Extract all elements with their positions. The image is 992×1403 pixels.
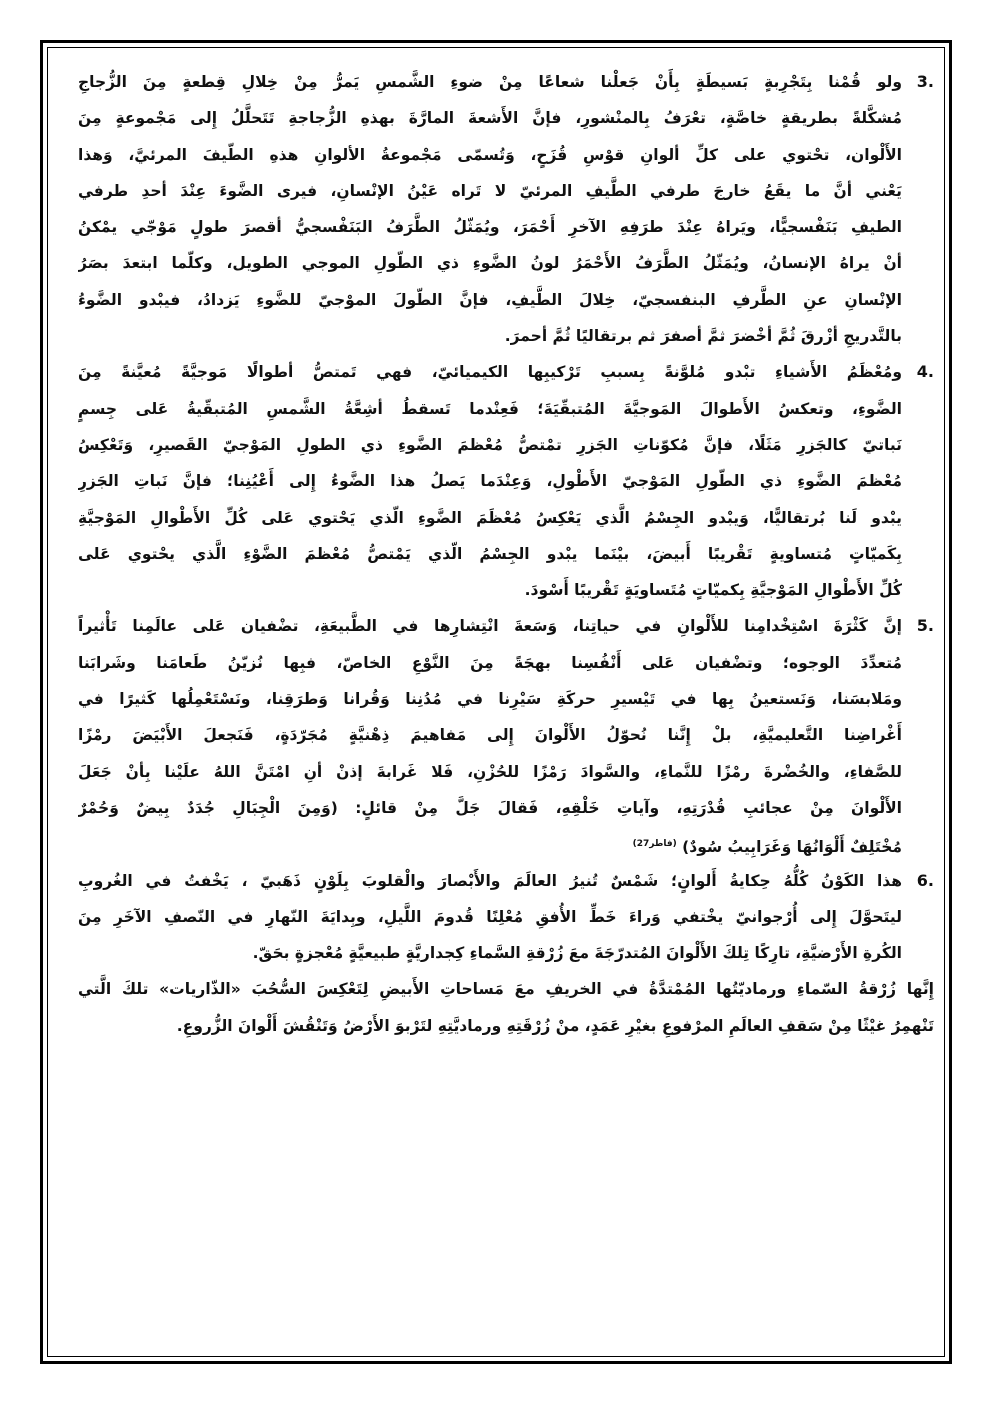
paragraph-6	[78, 863, 938, 972]
text-line: تَنْهمِرُ غيْثًا مِنْ سَقفِ العالَمِ المرْفوعِ بغيْرِ عَمَدٍ، منْ زُرْقَتِهِ ورماديَّتِهِ لتَرْبوَ الأَرْضُ وَتَنْقُشَ أَلْوانَ الزُّروعِ.	[176, 1016, 934, 1035]
text-line: هذا الكَوْنُ كُلُّهُ حِكايةُ أَلوانٍ؛ شَمْسٌ تُنيرُ العالَمَ والأَبْصارَ والْقلوبَ بِلَوْنٍ ذَهَبيّ ، يَخْفتُ في الغُروبِ	[78, 871, 902, 890]
paragraph-5	[78, 608, 938, 862]
text-line: إِنَّها زُرْقةُ السّماءِ ورماديّتُها المُمْتدَّةُ في الخريفِ معَ مَساحاتِ الأَبيضِ لِتَعْكِسَ السُّحُبَ «الذّاريات» تلكَ الَّتي	[78, 980, 934, 999]
item-number: 6.	[916, 870, 934, 890]
item-number: 5.	[916, 616, 934, 636]
text-line: ليتَحوَّلَ إِلى أُرْجوانيّ يخْتفي وَراءَ خَطِّ الأُفقِ مُعْلِنًا قُدومَ اللَّيلِ، وبِدايَةَ النّهارِ في النّصفِ الآخَرِ مِنَ	[78, 907, 902, 926]
text-line: بِكَميّاتٍ مُتساويةٍ تَقْريبًا أَبيضَ، بيْنَما يبْدو الجِسْمُ الّذي يَمْتصُّ مُعْظمَ الضَّوْءِ الَّذي يحْتوي عَلى	[78, 544, 902, 563]
text-line: الإنْسانِ عنِ الطَّرفِ البنفسجيّ، خِلالَ الطَّيفِ، فإنَّ الطّولَ الموْجيّ للضَّوءِ يَزدادُ، فيبْدو الضَّوءُ	[78, 290, 902, 309]
text-line: للصَّفاءِ، والخُضْرةَ رمْزًا للنَّماءِ، والسَّوادَ رَمْزًا للحُزْنِ، فَلا غَرابةَ إذنْ أنِ امْتَنَّ اللهُ علَيْنا بِأنْ جَعَلَ	[78, 762, 902, 781]
document-body	[78, 64, 938, 1044]
text-line: مُعْظمَ الضَّوءِ ذي الطّولِ المَوْجيّ الأَطْولِ، وَعِنْدَما يَصلُ هذا الضَّوءُ إِلى أَعْيُنِنا؛ فإنَّ نَباتِ الجَزرِ	[78, 472, 902, 491]
text-line: الطيفِ بَنَفْسجيًّا، ويَراهُ عِنْدَ طرَفِهِ الآخرِ أَحْمَرَ، ويُمَثّلُ الطَّرَفُ البَنَفْسجيُّ أقصرَ طولٍ مَوْجّي يمْكنُ	[78, 218, 902, 237]
text-line: يَعْني أنَّ ما يقَعُ خارجَ طرفي الطَّيفِ المرئيّ لا تَراه عَيْنُ الإنْسانِ، فيرى الضَّوءَ عِنْدَ أحدِ طرفي	[78, 181, 902, 200]
text-line	[78, 826, 902, 862]
text-line: أنْ يراهُ الإنسانُ، ويُمَثّلُ الطَّرَفُ الأَحْمَرُ لونُ الضَّوءِ ذي الطّولِ الموجي الطويل، وكلّما ابتعدَ بصَرُ	[78, 254, 902, 273]
text-line: إنَّ كَثْرَةَ اسْتِخْدامِنا للأَلْوانِ في حياتِنا، وَسَعةَ انْتِشارِها في الطَّبيعَةِ، تضْفيان عَلى عالَمِنا تَأْثيراً	[78, 617, 902, 636]
text-line: ومَلابسَنا، وَنَستعينُ بِها في تَيْسيرِ حركَةِ سَيْرِنا في مُدُنِنا وَقُرانا وَطرَقِنا، ونَسْتَعْمِلُها كَثيرًا في	[78, 690, 902, 709]
quran-verse-end: مُخْتَلِفٌ أَلْوَانُهَا وَغَرَابِيبُ سُودٌ)	[682, 838, 902, 857]
text-line: كُلِّ الأَطْوالِ المَوْجيَّةِ بِكميّاتٍ مُتَساويَةٍ تَقْريبًا أَسْودَ.	[524, 581, 902, 600]
text-line: مُتعدِّدَ الوجوه؛ وتضْفيان عَلى أَنْفُسِنا بهجَةً مِنَ النَّوْعِ الخاصّ، فبِها نُزيّنُ طَعامَنا وشَرابَنا	[78, 653, 902, 672]
text-line: الأَلْوانَ مِنْ عجائبِ قُدْرَتِهِ، وآياتِ خَلْقِهِ، فَقالَ جَلَّ مِنْ قائلٍ: (وَمِنَ الْجِبَالِ جُدَدٌ بِيضٌ وَحُمْرٌ	[78, 798, 902, 817]
text-line: مُشكَّلةً بطريقةٍ خاصَّةٍ، تعْرَفُ بِالمنْشورِ، فإنَّ الأَشعةَ المارَّةَ بهذهِ الزُّجاجةِ تَتَحلَّلُ إِلى مَجْموعةٍ مِنَ	[78, 109, 902, 128]
closing-paragraph	[78, 971, 938, 1044]
text-line: الأَلْوان، تحْتوي على كلِّ ألوانِ قوْسِ قُزَحٍ، وَتُسمّى مَجْموعةُ الألوانِ هذهِ الطّيفَ المرئيَّ، وَهذا	[78, 145, 902, 164]
text-line: الكُرةِ الأَرْضيَّةِ، تارِكًا تِلكَ الأَلْوانَ المُتدرّجَةَ معَ زُرْقةِ السَّماءِ كِجداريَّةٍ طبيعيَّةٍ مُعْجزةٍ بحَقّ.	[252, 944, 902, 963]
text-line: الضَّوءِ، وتعكسُ الأَطوالَ المَوجيَّةَ المُتبقّيَةَ؛ فَعِنْدما تَسقطُ أشِعَّةُ الشَّمسِ المُتبقّيةُ عَلى جِسمٍ	[78, 399, 902, 418]
item-number: 3.	[916, 72, 934, 91]
text-line: أَغْراضِنا التَّعليميَّةِ، بلْ إِنَّنا نُحوّلُ الأَلْوانَ إِلى مَفاهيمَ ذِهْنيَّةٍ مُجَرّدَةٍ، فَنَجعلَ الأَبْيَضَ رمْزًا	[78, 726, 902, 745]
paragraph-3	[78, 64, 938, 354]
text-line: ومُعْظَمُ الأَشياءِ تبْدو مُلوَّنةً بِسببِ تَرْكيبِها الكيميائيّ، فهي تَمتصُّ أطوالًا مَوجيَّةً مُعيَّنةً مِنَ	[78, 363, 902, 382]
text-line: يبْدو لَنا بُرتقاليًّا، وَيبْدو الجِسْمُ الَّذي يَعْكِسُ مُعْظَمَ الضَّوءِ الّذي يَحْتوي عَلى كُلِّ الأَطْوالِ المَوْجيَّةِ	[78, 508, 902, 527]
paragraph-4	[78, 354, 938, 608]
text-line: بالتَّدريجِ أزْرقَ ثُمَّ أخْضرَ ثمَّ أصفرَ ثم برتقاليًا ثُمَّ أحمرَ.	[504, 327, 902, 346]
text-line: نَباتيّ كالجَزرِ مَثَلًا، فإنَّ مُكوّناتِ الجَزرِ تمْتصُّ مُعْظمَ الضَّوءِ ذي الطولِ المَوْجيّ القَصيرِ، وَتَعْكِسُ	[78, 435, 902, 454]
text-line: ولو قُمْنا بِتَجْرِبةٍ بَسيطَةٍ بِأَنْ جَعلْنا شعاعًا مِنْ ضوءِ الشَّمسِ يَمرُّ مِنْ خِلالِ قِطعةٍ مِنَ الزُّجاجِ	[78, 73, 902, 91]
item-number: 4.	[916, 362, 934, 382]
verse-reference: (فاطر27)	[632, 839, 677, 850]
